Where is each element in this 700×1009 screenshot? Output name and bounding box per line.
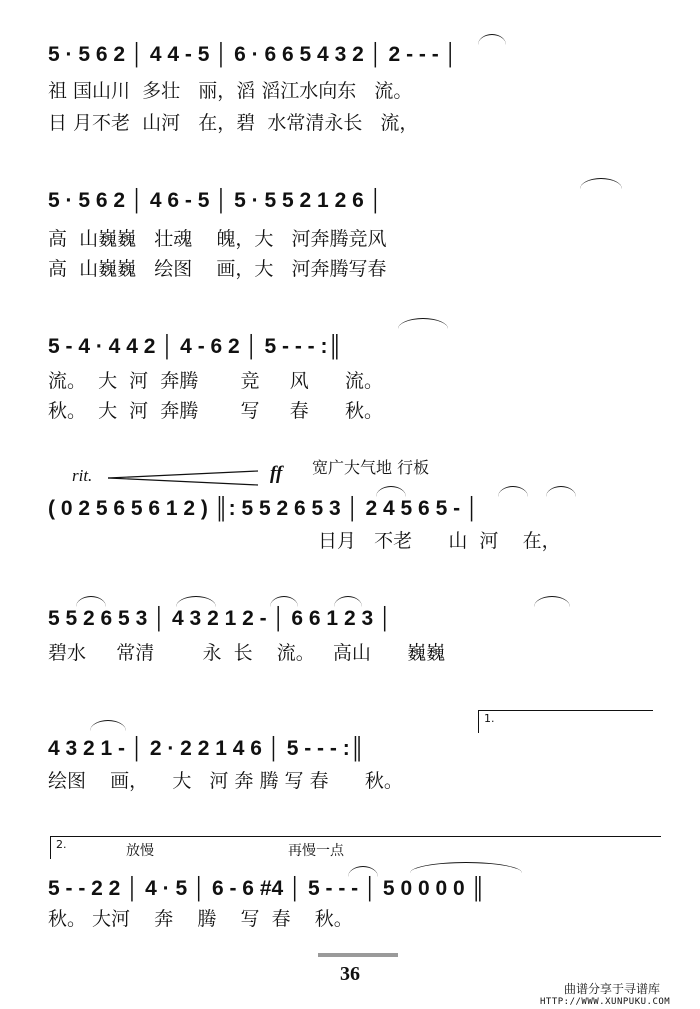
slur <box>270 596 298 607</box>
lyric-line-3b: 秋。 大 河 奔腾 写 春 秋。 <box>48 400 383 422</box>
watermark-text: 曲谱分享于寻谱库 <box>563 982 660 996</box>
slur <box>348 866 378 877</box>
watermark-url: HTTP://WWW.XUNPUKU.COM <box>540 997 671 1007</box>
slur <box>534 596 570 607</box>
volta-2-label: 2. <box>56 838 67 851</box>
lyric-line-4: 日月 不老 山 河 在， <box>318 530 561 552</box>
notes-line-4: ( 0 2 5 6 5 6 1 2 ) ║: 5 5 2 6 5 3 │ 2 4 5 6 5 - │ <box>48 497 480 520</box>
slur <box>76 596 106 607</box>
slur <box>376 486 406 497</box>
volta-1-label: 1. <box>484 712 495 725</box>
lyric-line-7: 秋。 大河 奔 腾 写 春 秋。 <box>48 908 353 930</box>
page-number-rule <box>318 953 398 957</box>
style-mark: 宽广大气地 行板 <box>312 458 430 477</box>
lyric-line-1a: 祖 国山川 多壮 丽，滔 滔江水向东 流。 <box>48 80 413 102</box>
slur <box>334 596 362 607</box>
lyric-line-3a: 流。 大 河 奔腾 竞 风 流。 <box>48 370 383 392</box>
score-line-3 <box>48 328 660 428</box>
slur <box>546 486 576 497</box>
notes-line-2: 5 · 5 6 2 │ 4 6 - 5 │ 5 · 5 5 2 1 2 6 │ <box>48 189 383 212</box>
lyric-line-6: 绘图 画， 大 河 奔 腾 写 春 秋。 <box>48 770 403 792</box>
ff-mark: ff <box>270 463 283 484</box>
notes-line-1: 5 · 5 6 2 │ 4 4 - 5 │ 6 · 6 6 5 4 3 2 │ 2 - - - │ <box>48 43 458 66</box>
score-line-1 <box>48 32 660 142</box>
score-line-7 <box>48 870 660 940</box>
tempo-slow: 放慢 <box>126 843 154 859</box>
lyric-line-5: 碧水 常清 永 长 流。 高山 巍巍 <box>48 642 446 664</box>
notes-line-3: 5 - 4 · 4 4 2 │ 4 - 6 2 │ 5 - - - :║ <box>48 335 343 358</box>
lyric-line-2b: 高 山巍巍 绘图 画，大 河奔腾写春 <box>48 258 387 280</box>
page-number: 36 <box>340 963 360 985</box>
score-line-2 <box>48 182 660 282</box>
score-line-4 <box>48 490 660 560</box>
slur <box>498 486 528 497</box>
slur <box>90 720 126 731</box>
notes-line-5: 5 5 2 6 5 3 │ 4 3 2 1 2 - │ 6 6 1 2 3 │ <box>48 607 393 630</box>
rit-mark: rit. <box>72 466 93 485</box>
tempo-slower: 再慢一点 <box>288 843 344 859</box>
notes-line-6: 4 3 2 1 - │ 2 · 2 2 1 4 6 │ 5 - - - :║ <box>48 737 365 760</box>
score-line-5 <box>48 600 660 670</box>
lyric-line-1b: 日 月不老 山河 在，碧 水常清永长 流， <box>48 112 419 134</box>
lyric-line-2a: 高 山巍巍 壮魂 魄，大 河奔腾竞风 <box>48 228 387 250</box>
slur <box>478 34 506 45</box>
crescendo-hairpin <box>108 470 260 486</box>
tie <box>410 862 522 873</box>
score-line-6 <box>48 730 660 800</box>
slur <box>176 596 216 607</box>
slur <box>398 318 448 329</box>
slur <box>580 178 622 189</box>
notes-line-7: 5 - - 2 2 │ 4 · 5 │ 6 - 6 #4 │ 5 - - - │ 5 0 0 0 0 ║ <box>48 877 486 900</box>
